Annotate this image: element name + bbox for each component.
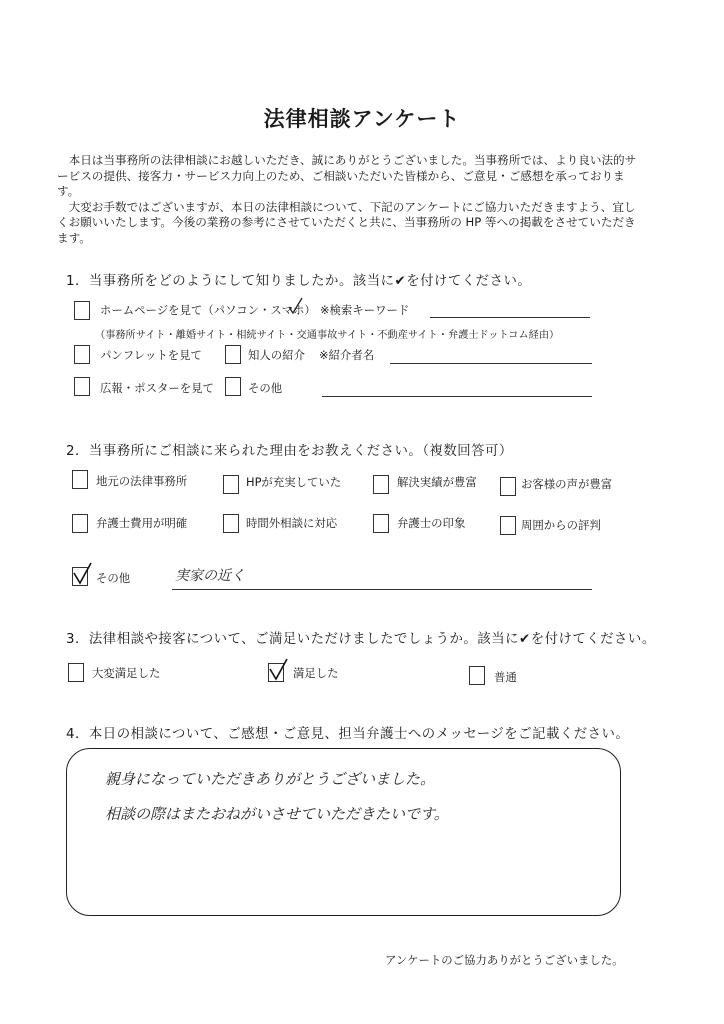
q1-other-checkbox[interactable] [225, 377, 241, 396]
page-title: 法律相談アンケート [263, 107, 461, 131]
comment-line-1: 親身になっていただきありがとうございました。 [105, 770, 436, 788]
q3-normal-label: 普通 [494, 670, 517, 684]
q3-normal-checkbox[interactable] [469, 666, 485, 685]
q3-very-satisfied-checkbox[interactable] [68, 663, 84, 682]
q1-other-line[interactable] [322, 396, 592, 397]
q1-keyword-label: ※検索キーワード [320, 303, 410, 317]
intro-paragraph-2: 大変お手数ではございますが、本日の法律相談について、下記のアンケートにご協力いただきますよう、宜しくお願いいたします。今後の業務の参考にさせていただくと共に、当事務所の HP 等への掲載をさせていただきます。 [57, 199, 636, 245]
footer-thanks: アンケートのご協力ありがとうございました。 [385, 953, 624, 967]
q3-satisfied-checkbox[interactable] [268, 663, 284, 682]
check-mark-icon [268, 658, 288, 682]
q1-homepage-checkbox[interactable] [74, 301, 90, 320]
q1-referrer-label: ※紹介者名 [319, 348, 375, 362]
q3-very-satisfied-label: 大変満足した [92, 666, 161, 680]
q2-other-checkbox[interactable] [72, 567, 88, 586]
q1-other-label: その他 [248, 381, 283, 395]
q2-option-label: 弁護士費用が明確 [96, 516, 188, 530]
comment-line-2: 相談の際はまたおねがいさせていただきたいです。 [105, 805, 449, 823]
q1-keyword-line[interactable] [430, 317, 590, 318]
q2-option-checkbox[interactable] [500, 477, 516, 496]
q2-option-checkbox[interactable] [373, 514, 389, 533]
q1-pr-label: 広報・ポスターを見て [100, 381, 214, 395]
intro-paragraph-1: 本日は当事務所の法律相談にお越しいただき、誠にありがとうございました。当事務所では、より良い法的サービスの提供、接客力・サービス力向上のため、ご相談いただいた皆様から、ご意見・ご感想を承っております。 [57, 153, 637, 198]
q1-referral-checkbox[interactable] [225, 345, 241, 364]
q1-pamphlet-label: パンフレットを見て [100, 348, 202, 362]
q2-option-checkbox[interactable] [223, 514, 239, 533]
q2-option-label: 解決実績が豊富 [397, 475, 477, 489]
q2-other-line[interactable] [172, 589, 592, 590]
q2-option-label: お客様の声が豊富 [521, 477, 613, 491]
q2-heading: 2．当事務所にご相談に来られた理由をお教えください。（複数回答可） [66, 444, 513, 459]
q1-pamphlet-checkbox[interactable] [74, 345, 90, 364]
q2-option-label: HPが充実していた [246, 475, 342, 489]
q2-option-label: 時間外相談に対応 [246, 516, 338, 530]
q2-option-label: 弁護士の印象 [397, 516, 466, 530]
q1-homepage-note: （事務所サイト・離婚サイト・相続サイト・交通事故サイト・不動産サイト・弁護士ドットコム経由） [95, 330, 560, 341]
q2-option-checkbox[interactable] [373, 475, 389, 494]
q2-option-checkbox[interactable] [500, 516, 516, 535]
q2-option-checkbox[interactable] [223, 475, 239, 494]
q1-pr-checkbox[interactable] [74, 377, 90, 396]
intro-text [57, 153, 637, 246]
q2-option-label: 地元の法律事務所 [96, 474, 188, 488]
q3-satisfied-label: 満足した [293, 666, 339, 680]
q1-homepage-label: ホームページを見て（パソコン・スマホ） [100, 303, 316, 317]
smartphone-circle-mark [286, 296, 304, 316]
q4-heading: 4．本日の相談について、ご感想・ご意見、担当弁護士へのメッセージをご記載ください。 [66, 727, 630, 742]
check-mark-icon [72, 562, 92, 586]
q2-other-answer: 実家の近く [175, 568, 245, 584]
q1-heading: 1．当事務所をどのようにして知りましたか。該当に✔を付けてください。 [66, 274, 532, 289]
q1-referrer-line[interactable] [390, 363, 592, 364]
q2-option-checkbox[interactable] [72, 514, 88, 533]
q2-other-label: その他 [96, 571, 131, 585]
q2-option-checkbox[interactable] [72, 470, 88, 489]
q2-option-label: 周囲からの評判 [521, 518, 601, 532]
q3-heading: 3．法律相談や接客について、ご満足いただけましたでしょうか。該当に✔を付けてください。 [66, 632, 656, 647]
q1-referral-label: 知人の紹介 [248, 348, 305, 362]
